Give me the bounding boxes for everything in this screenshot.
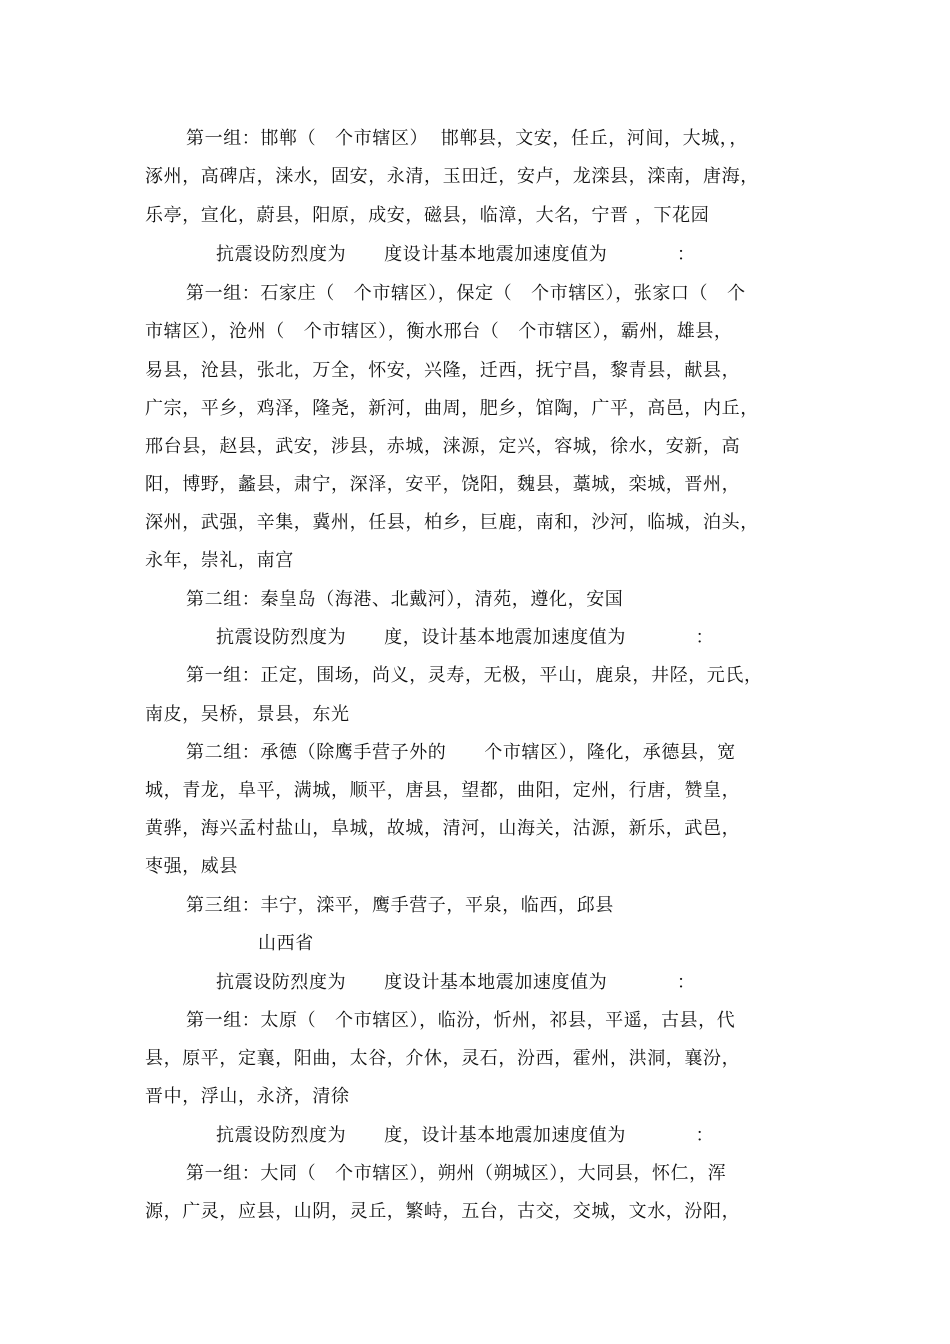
section-heading: 抗震设防烈度为 度，设计基本地震加速度值为 ： xyxy=(216,1125,715,1146)
paragraph-line: 市辖区），沧州（ 个市辖区），衡水邢台（ 个市辖区），霸州，雄县， xyxy=(145,321,733,342)
paragraph-line: 涿州，高碑店，涞水，固安，永清，玉田迁，安卢，龙滦县，滦南，唐海， xyxy=(145,166,759,187)
section-heading: 抗震设防烈度为 度，设计基本地震加速度值为 ： xyxy=(216,627,715,648)
paragraph-line: 黄骅，海兴孟村盐山，阜城，故城，清河，山海关，沽源，新乐，武邑， xyxy=(145,818,741,839)
paragraph-line: 第二组：承德（除鹰手营子外的 个市辖区），隆化，承德县，宽 xyxy=(186,742,736,763)
paragraph-line: 源，广灵，应县，山阴，灵丘，繁峙，五台，古交，交城，文水，汾阳， xyxy=(145,1201,741,1222)
paragraph-line: 第一组：太原（ 个市辖区），临汾，忻州，祁县，平遥，古县，代 xyxy=(186,1010,736,1031)
paragraph-line: 第一组：大同（ 个市辖区），朔州（朔城区），大同县，怀仁，浑 xyxy=(186,1163,727,1184)
paragraph-line: 南皮，吴桥，景县，东光 xyxy=(145,704,350,725)
paragraph-line: 县，原平，定襄，阳曲，太谷，介休，灵石，汾西，霍州，洪洞，襄汾， xyxy=(145,1048,741,1069)
section-heading: 抗震设防烈度为 度设计基本地震加速度值为 ： xyxy=(216,972,696,993)
paragraph-line: 晋中，浮山，永济，清徐 xyxy=(145,1086,350,1107)
paragraph-line: 城，青龙，阜平，满城，顺平，唐县，望都，曲阳，定州，行唐，赞皇， xyxy=(145,780,741,801)
paragraph-line: 易县，沧县，张北，万全，怀安，兴隆，迁西，抚宁昌，黎青县，献县， xyxy=(145,360,741,381)
paragraph-line: 第一组：石家庄（ 个市辖区），保定（ 个市辖区），张家口（ 个 xyxy=(186,283,746,304)
paragraph-line: 枣强，威县 xyxy=(145,856,238,877)
paragraph-line: 深州，武强，辛集，冀州，任县，柏乡，巨鹿，南和，沙河，临城，泊头， xyxy=(145,512,759,533)
paragraph-line: 第一组：邯郸（ 个市辖区） 邯郸县，文安，任丘，河间，大城，， xyxy=(186,128,749,149)
paragraph-line: 第二组：秦皇岛（海港、北戴河），清苑，遵化，安国 xyxy=(186,589,624,610)
paragraph-line: 第一组：正定，围场，尚义，灵寿，无极，平山，鹿泉，井陉，元氏， xyxy=(186,665,763,686)
paragraph-line: 阳，博野，蠡县，肃宁，深泽，安平，饶阳，魏县，藁城，栾城，晋州， xyxy=(145,474,741,495)
paragraph-line: 永年，崇礼，南宫 xyxy=(145,550,294,571)
paragraph-line: 广宗，平乡，鸡泽，隆尧，新河，曲周，肥乡，馆陶，广平，高邑，内丘， xyxy=(145,398,759,419)
paragraph-line: 乐亭，宣化，蔚县，阳原，成安，磁县，临漳，大名，宁晋 ，下花园 xyxy=(145,205,710,226)
province-heading: 山西省 xyxy=(258,933,314,954)
paragraph-line: 邢台县，赵县，武安，涉县，赤城，涞源，定兴，容城，徐水，安新，高 xyxy=(145,436,741,457)
paragraph-line: 第三组：丰宁，滦平，鹰手营子，平泉，临西，邱县 xyxy=(186,895,614,916)
section-heading: 抗震设防烈度为 度设计基本地震加速度值为 ： xyxy=(216,244,696,265)
